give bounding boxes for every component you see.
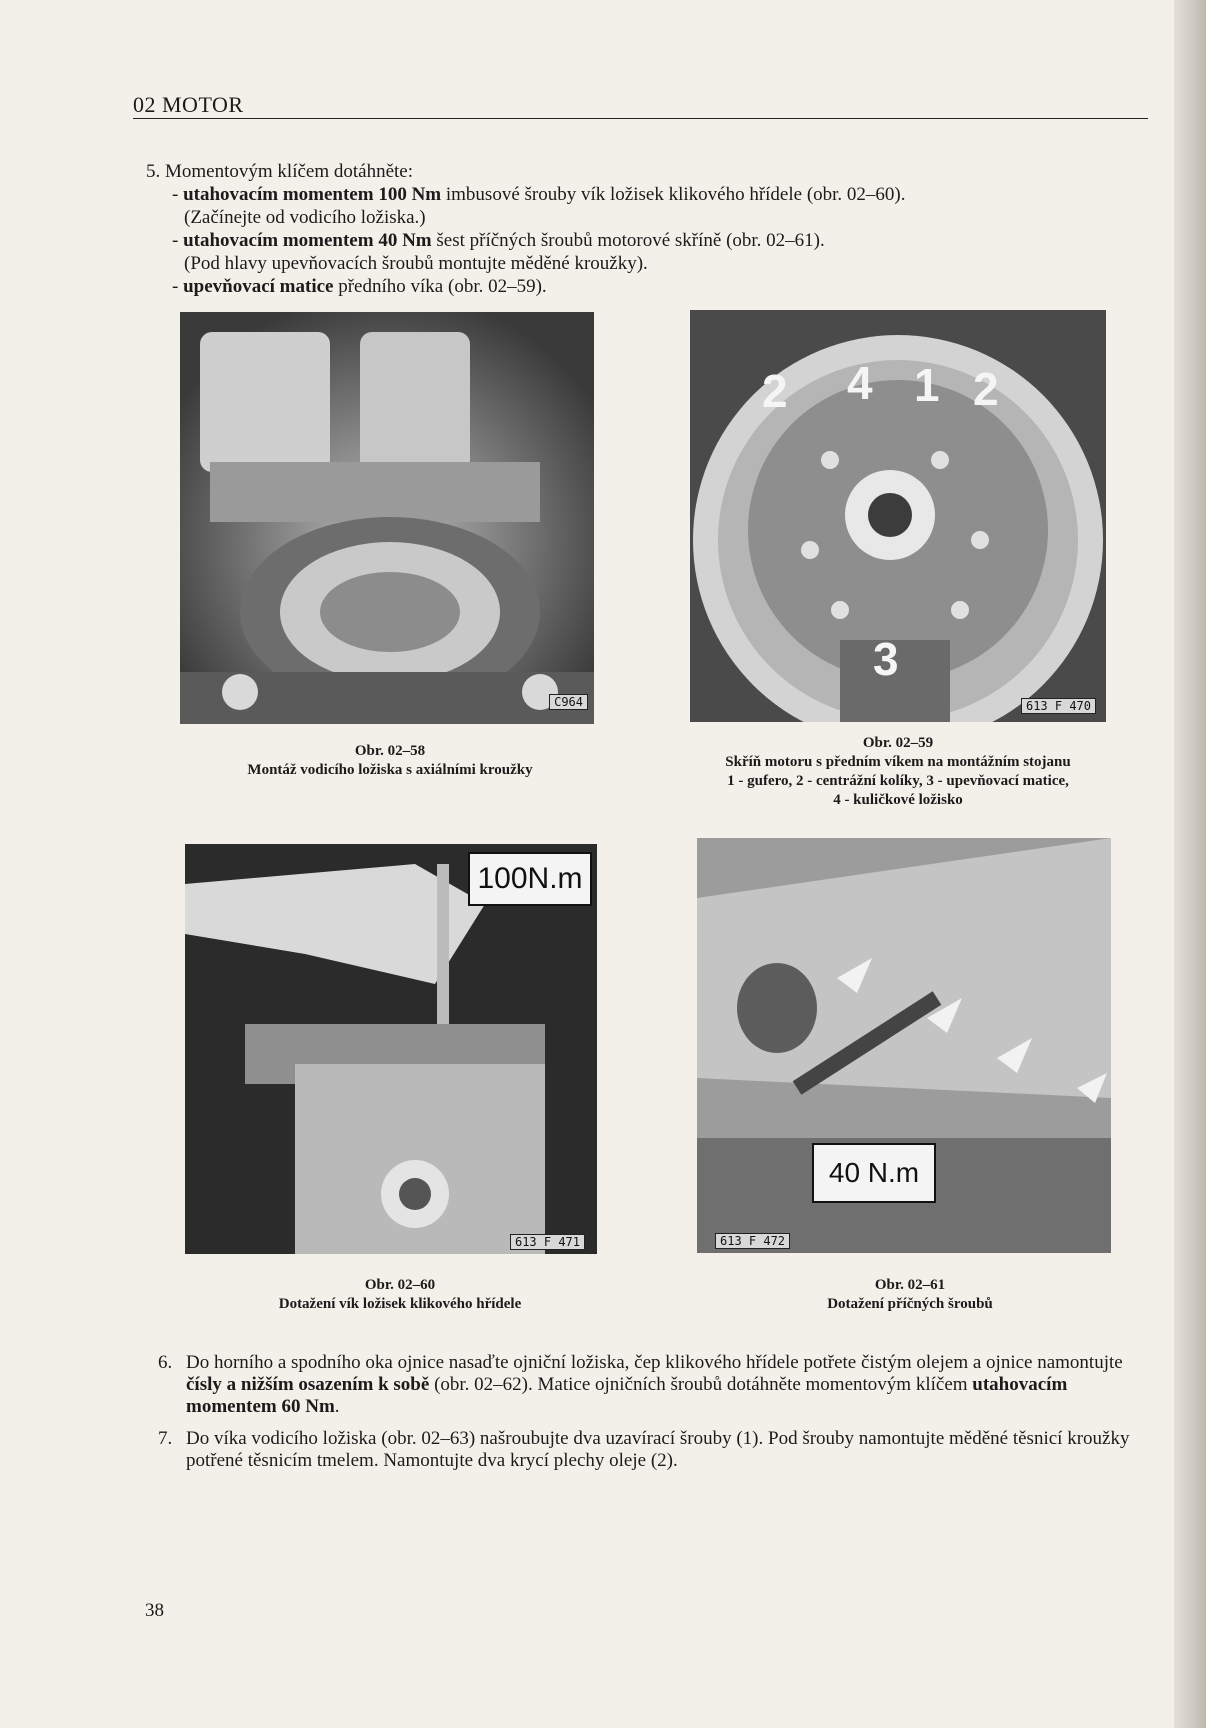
step-5-line: (Pod hlavy upevňovacích šroubů montujte měděné kroužky). xyxy=(184,253,648,274)
figure-caption: Obr. 02–61 Dotažení příčných šroubů xyxy=(827,1277,993,1312)
callout-label: 2 xyxy=(762,365,788,417)
step-5-line: - utahovacím momentem 100 Nm imbusové šrouby vík ložisek klikového hřídele (obr. 02–60). xyxy=(172,184,906,205)
torque-label: 100N.m xyxy=(468,852,592,906)
photo-code: 613 F 472 xyxy=(715,1233,790,1249)
photo-bearing-assembly xyxy=(180,312,594,724)
instruction-list xyxy=(158,1352,1138,1482)
header-title: 02 MOTOR xyxy=(133,92,244,117)
callout-label: 2 xyxy=(973,363,999,415)
instruction-step-6: 6. Do horního a spodního oka ojnice nasaďte ojniční ložiska, čep klikového hřídele potřete čistým olejem a ojnice namontujte čísly a nižším osazením k sobě (obr. 02–62). Matice ojničních šroubů dotáhněte momentovým klíčem utahovacím momentem 60 Nm. xyxy=(158,1352,1123,1417)
photo-code: 613 F 471 xyxy=(510,1234,585,1250)
page-header xyxy=(133,92,1148,119)
step-5-lead: 5. Momentovým klíčem dotáhněte: xyxy=(146,161,414,182)
instruction-step-7: 7. Do víka vodicího ložiska (obr. 02–63) našroubujte dva uzavírací šrouby (1). Pod šrouby namontujte měděné těsnicí kroužky potřené těsnicím tmelem. Namontujte dva krycí plechy oleje (2). xyxy=(158,1428,1130,1471)
photo-engine-housing xyxy=(690,310,1106,722)
step-5-line: - utahovacím momentem 40 Nm šest příčných šroubů motorové skříně (obr. 02–61). xyxy=(172,230,825,251)
figure-caption: Obr. 02–59 Skříň motoru s předním víkem na montážním stojanu 1 - gufero, 2 - centrážní kolíky, 3 - upevňovací matice, 4 - kuličkové ložisko xyxy=(725,735,1071,808)
step-5-line: (Začínejte od vodicího ložiska.) xyxy=(184,207,426,228)
instruction-step-5 xyxy=(146,160,1076,298)
photo-code: 613 F 470 xyxy=(1021,698,1096,714)
photo-torque-crankshaft xyxy=(185,844,597,1254)
page-number: 38 xyxy=(145,1600,164,1621)
page-edge xyxy=(1174,0,1206,1728)
callout-label: 1 xyxy=(914,359,940,411)
figure-caption: Obr. 02–58 Montáž vodicího ložiska s axiálními kroužky xyxy=(247,743,533,778)
torque-label: 40 N.m xyxy=(812,1143,936,1203)
photo-code: C964 xyxy=(549,694,588,710)
figure-caption: Obr. 02–60 Dotažení vík ložisek klikového hřídele xyxy=(278,1277,522,1312)
callout-label: 3 xyxy=(873,633,899,685)
photo-torque-bolts xyxy=(697,838,1111,1253)
callout-label: 4 xyxy=(847,357,873,409)
step-5-line: - upevňovací matice předního víka (obr. 02–59). xyxy=(172,276,547,297)
